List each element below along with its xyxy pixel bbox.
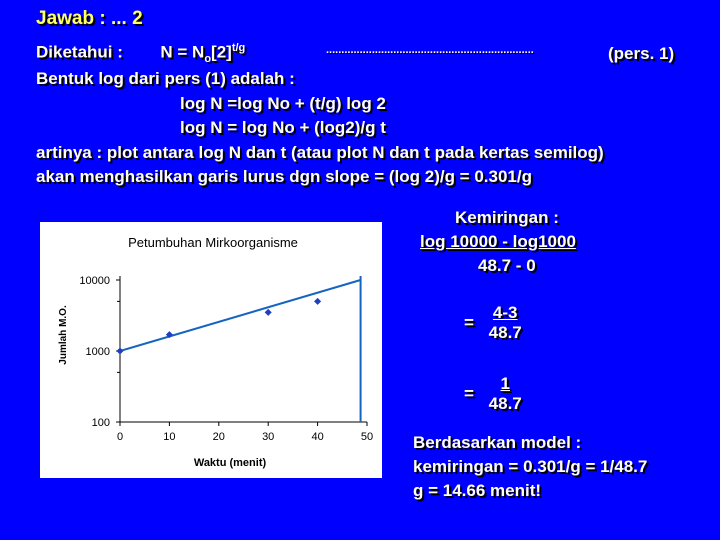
slope-expression: log 10000 - log1000	[420, 232, 576, 251]
given-line	[36, 42, 245, 65]
x-tick-label: 10	[163, 431, 176, 443]
fraction-2	[464, 374, 522, 414]
data-point	[314, 298, 321, 305]
x-tick-label: 0	[116, 431, 124, 443]
chart-axes	[120, 276, 367, 422]
equation-main: N = N	[160, 42, 205, 62]
chart-points	[116, 298, 321, 355]
equation-bracket: [2]	[211, 42, 232, 62]
fraction-1	[464, 303, 522, 343]
equals-sign-2: =	[464, 384, 474, 403]
fit-line	[120, 280, 361, 351]
x-tick-label: 40	[311, 431, 324, 443]
text-line-3: log N = log No + (log2)/g t	[180, 118, 386, 137]
page-title: Jawab : ... 2	[36, 8, 143, 29]
fraction-1-body	[489, 303, 522, 343]
conclusion-line-3: g = 14.66 menit!	[413, 481, 542, 500]
equation-subscript: o	[204, 53, 212, 66]
text-line-1: Bentuk log dari pers (1) adalah :	[36, 69, 295, 88]
text-line-4: artinya : plot antara log N dan t (atau plot N dan t pada kertas semilog)	[36, 143, 604, 162]
equation-reference: (pers. 1)	[608, 44, 675, 63]
text-line-5: akan menghasilkan garis lurus dgn slope = (log 2)/g = 0.301/g	[36, 167, 532, 186]
chart-canvas	[40, 222, 382, 478]
y-tick-label: 10000	[79, 275, 110, 287]
conclusion-line-2: kemiringan = 0.301/g = 1/48.7	[413, 457, 648, 476]
y-tick-label: 1000	[85, 346, 110, 358]
growth-chart	[40, 222, 382, 478]
chart-fit-line	[120, 276, 361, 422]
given-label: Diketahui :	[36, 42, 123, 62]
equals-sign-1: =	[464, 313, 474, 332]
fraction-1-numerator: 4-3	[492, 303, 518, 322]
text-line-2: log N =log No + (t/g) log 2	[180, 94, 386, 113]
data-point	[265, 309, 272, 316]
chart-ticks	[79, 275, 373, 443]
fraction-2-numerator: 1	[500, 374, 510, 393]
fraction-2-body	[489, 374, 522, 414]
x-tick-label: 50	[360, 431, 374, 443]
y-tick-label: 100	[91, 417, 110, 429]
slope-denominator: 48.7 - 0	[478, 256, 536, 275]
dotted-leader: ....................................................................	[326, 44, 534, 56]
conclusion-line-1: Berdasarkan model :	[413, 433, 582, 452]
slope-heading: Kemiringan :	[455, 208, 559, 227]
data-point	[116, 347, 123, 354]
x-tick-label: 20	[212, 431, 225, 443]
chart-title: Petumbuhan Mirkoorganisme	[128, 235, 298, 250]
equation-superscript: t/g	[231, 42, 246, 54]
y-axis-label: Jumlah M.O.	[58, 305, 69, 365]
x-tick-label: 30	[262, 431, 275, 443]
fraction-1-denominator: 48.7	[488, 323, 522, 342]
x-axis-label: Waktu (menit)	[193, 457, 267, 469]
fraction-2-denominator: 48.7	[488, 394, 522, 413]
